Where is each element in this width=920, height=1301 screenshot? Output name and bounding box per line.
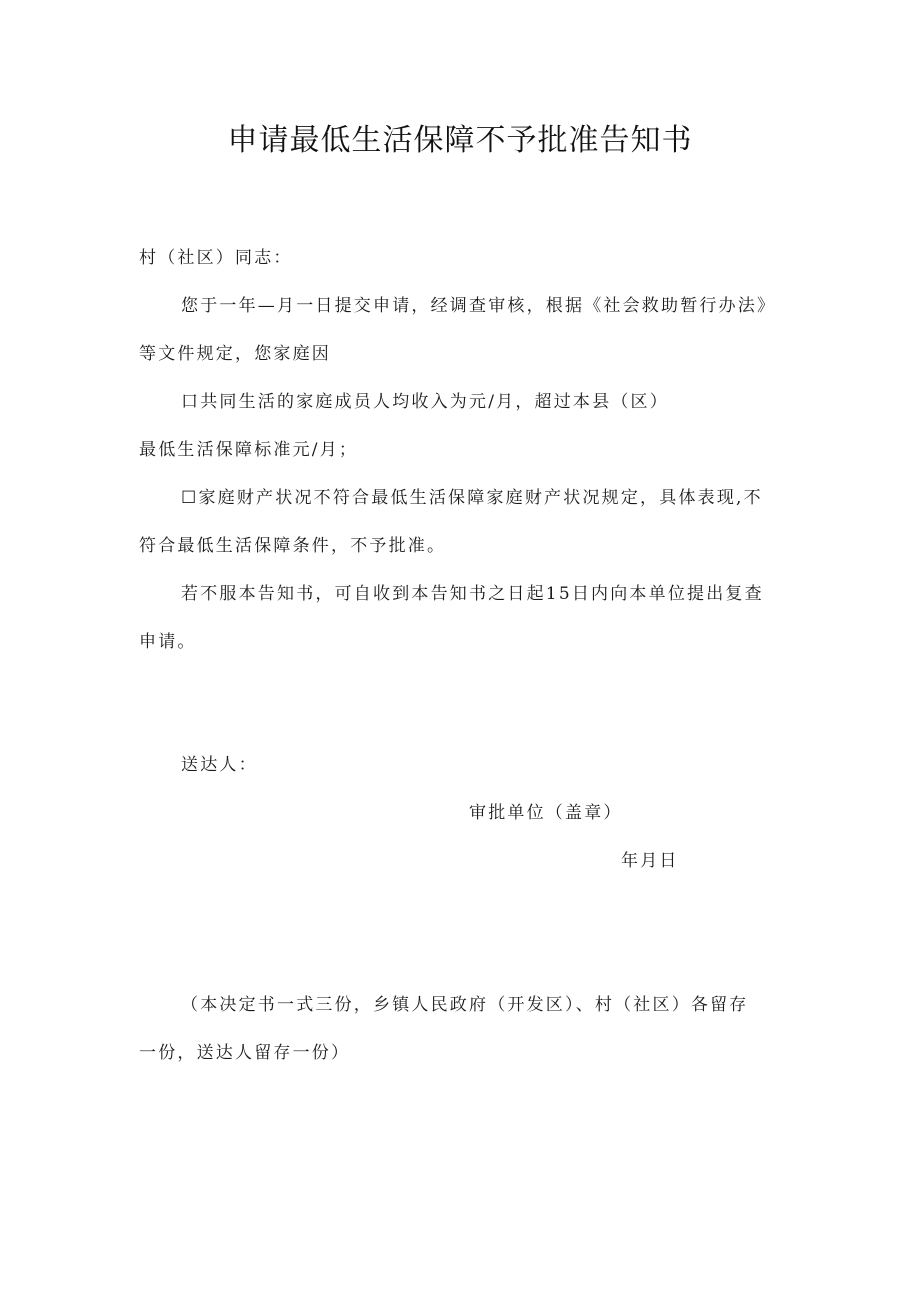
date-label: 年月日 (621, 851, 679, 871)
note-line-1: （本决定书一式三份，乡镇人民政府（开发区）、村（社区）各留存 (181, 995, 749, 1015)
note-line-2: 一份，送达人留存一份） (139, 1043, 351, 1063)
deliverer-label: 送达人： (181, 755, 258, 775)
appeal-line-1: 若不服本告知书，可自收到本告知书之日起15日内向本单位提出复查 (181, 584, 764, 604)
paragraph-1-line-2: 等文件规定，您家庭因 (139, 344, 331, 364)
document-title: 申请最低生活保障不予批准告知书 (227, 123, 693, 158)
option-2-line-1: ☐家庭财产状况不符合最低生活保障家庭财产状况规定，具体表现,不 (181, 488, 763, 508)
approval-unit-label: 审批单位（盖章） (469, 803, 623, 823)
appeal-line-2: 申请。 (139, 632, 197, 652)
option-1-line-1: 口共同生活的家庭成员人均收入为元/月，超过本县（区） (181, 392, 669, 412)
option-2-line-2: 符合最低生活保障条件，不予批准。 (139, 536, 447, 556)
paragraph-1-line-1: 您于一年—月一日提交申请，经调查审核，根据《社会救助暂行办法》 (181, 296, 777, 316)
salutation: 村（社区）同志： (139, 248, 293, 268)
option-1-line-2: 最低生活保障标准元/月； (139, 440, 359, 460)
